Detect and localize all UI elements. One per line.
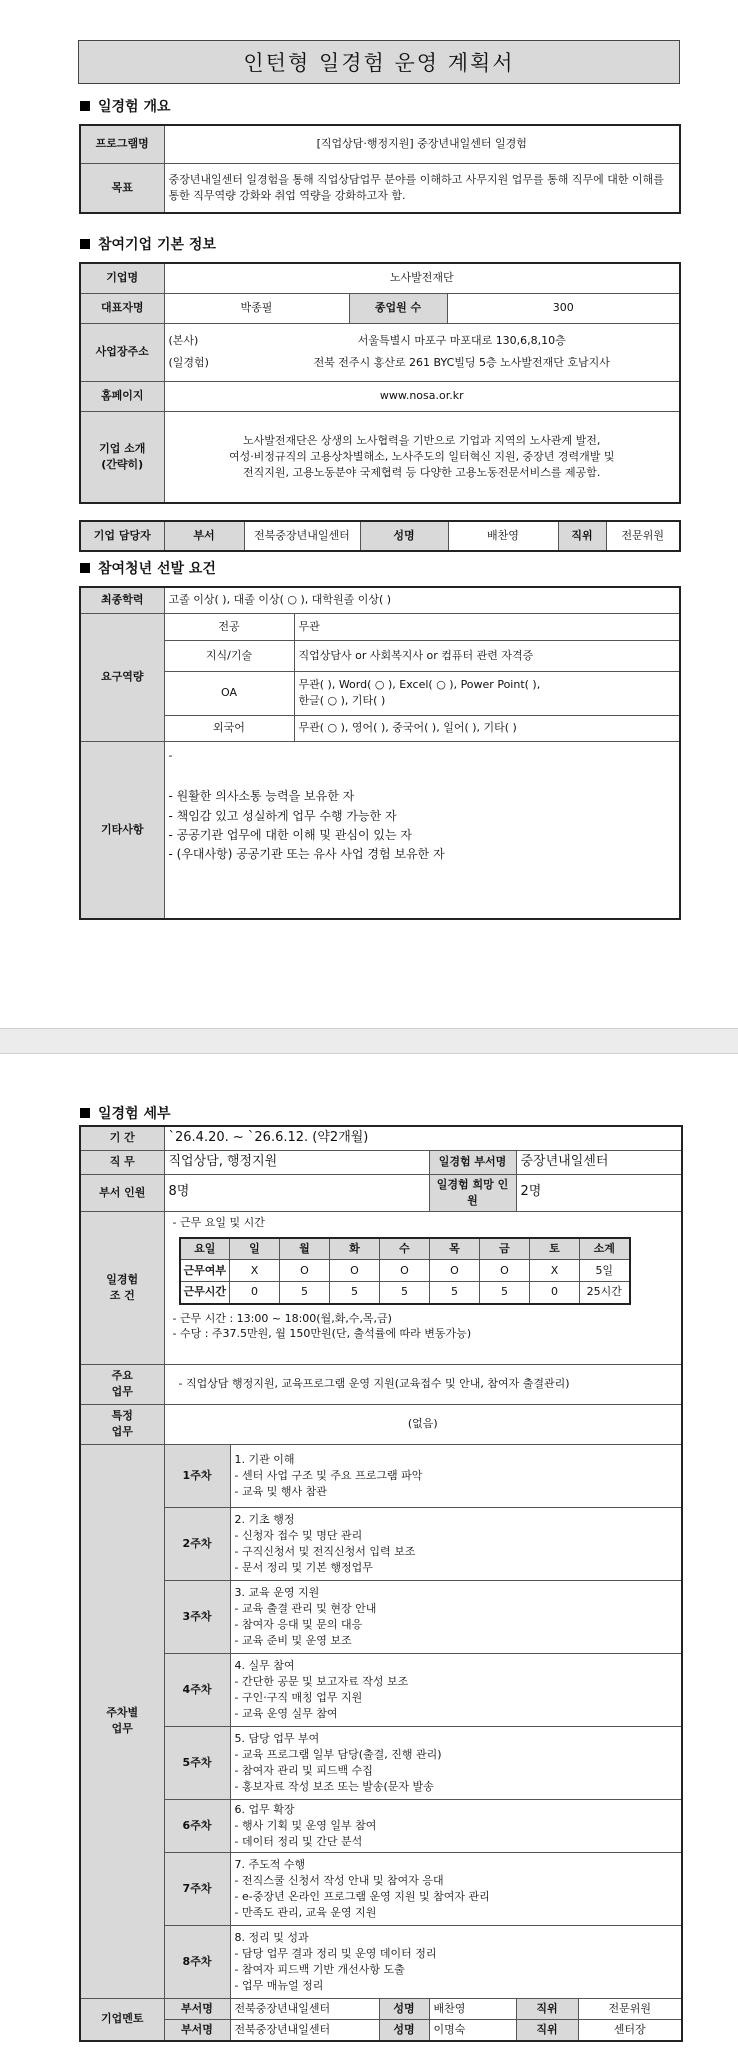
staff-label: 부서 인원 <box>80 1174 164 1211</box>
period-label: 기 간 <box>80 1126 164 1150</box>
week-task-line: - 담당 업무 결과 정리 및 운영 데이터 정리 <box>234 1946 437 1960</box>
manager-table <box>79 520 681 552</box>
week-tasks <box>230 1653 682 1726</box>
week-tasks <box>230 1507 682 1580</box>
intro-line: 여성·비정규직의 고용상차별해소, 노사주도의 일터혁신 지원, 중장년 경력개발 및 <box>228 449 615 463</box>
schedule-header: 화 <box>330 1238 380 1260</box>
schedule-cell: O <box>430 1260 480 1282</box>
language-label: 외국어 <box>164 715 294 741</box>
schedule-header: 수 <box>380 1238 430 1260</box>
week-label: 3주차 <box>164 1580 230 1653</box>
weekly-label-line: 업무 <box>111 1722 133 1736</box>
schedule-cell: 근무여부 <box>180 1260 230 1282</box>
position-label: 직위 <box>558 521 606 551</box>
skill-label: 지식/기술 <box>164 640 294 671</box>
week-task-line: - 문서 정리 및 기본 행정업무 <box>234 1560 373 1574</box>
schedule-cell: 5 <box>430 1282 480 1304</box>
week-task-line: - 데이터 정리 및 간단 분석 <box>234 1834 363 1848</box>
dept-value: 전북중장년내일센터 <box>244 521 360 551</box>
oa-label: OA <box>164 671 294 715</box>
week-task-line: - 교육 운영 실무 참여 <box>234 1706 338 1720</box>
condition-title: - 근무 요일 및 시간 <box>172 1215 265 1229</box>
week-task-line: 5. 담당 업무 부여 <box>234 1731 320 1745</box>
special-duty-label <box>80 1404 164 1444</box>
dept-label: 부서 <box>164 521 244 551</box>
section-selection-heading <box>80 558 216 578</box>
dept-name-value: 중장년내일센터 <box>516 1150 682 1174</box>
week-task-line: 6. 업무 확장 <box>234 1802 295 1816</box>
intro-line: 전직지원, 고용노동분야 국제협력 등 다양한 고용노동전문서비스를 제공함. <box>243 465 601 479</box>
schedule-header: 토 <box>530 1238 580 1260</box>
intro-label <box>80 411 164 503</box>
schedule-table <box>179 1237 631 1305</box>
section-title: 참여기업 기본 정보 <box>98 237 216 253</box>
manager-name-value: 배찬영 <box>448 521 558 551</box>
overview-table <box>79 124 681 214</box>
company-name-label: 기업명 <box>80 263 164 293</box>
education-value: 고졸 이상( ), 대졸 이상( ○ ), 대학원졸 이상( ) <box>164 587 680 613</box>
week-task-line: - 구인·구직 매칭 업무 지원 <box>234 1690 363 1704</box>
weekly-label <box>80 1444 164 1998</box>
etc-dash: - <box>168 748 173 762</box>
wanted-value: 2명 <box>516 1174 682 1211</box>
week-task-line: - 구직신청서 및 전직신청서 입력 보조 <box>234 1544 416 1558</box>
mentor-name-label: 성명 <box>379 1998 429 2019</box>
week-task-line: 2. 기초 행정 <box>234 1512 295 1526</box>
week-task-line: - 교육 및 행사 참관 <box>234 1484 327 1498</box>
skill-value: 직업상담사 or 사회복지사 or 컴퓨터 관련 자격증 <box>294 640 680 671</box>
schedule-header: 요일 <box>180 1238 230 1260</box>
schedule-header: 소계 <box>580 1238 630 1260</box>
mentor-position-value: 전문위원 <box>578 1998 682 2019</box>
mentor-name-value: 배찬영 <box>429 1998 516 2019</box>
week-label: 4주차 <box>164 1653 230 1726</box>
week-tasks <box>230 1799 682 1852</box>
mentor-dept-label: 부서명 <box>164 1998 230 2019</box>
schedule-cell: 5일 <box>580 1260 630 1282</box>
condition-label-line: 일경험 <box>106 1272 139 1286</box>
dept-name-label: 일경험 부서명 <box>429 1150 516 1174</box>
condition-label <box>80 1211 164 1364</box>
site-tag: (일경험) <box>168 356 209 369</box>
schedule-cell: 5 <box>280 1282 330 1304</box>
etc-item: - 공공기관 업무에 대한 이해 및 관심이 있는 자 <box>168 827 413 842</box>
etc-item: - (우대사항) 공공기관 또는 유사 사업 경험 보유한 자 <box>168 847 445 861</box>
schedule-cell: 25시간 <box>580 1282 630 1304</box>
employee-count-label: 종업원 수 <box>349 293 447 323</box>
company-name-value: 노사발전재단 <box>164 263 680 293</box>
main-duty-value: - 직업상담 행정지원, 교육프로그램 운영 지원(교육접수 및 안내, 참여자 출결관리) <box>164 1364 682 1404</box>
week-label: 2주차 <box>164 1507 230 1580</box>
week-task-line: - 간단한 공문 및 보고자료 작성 보조 <box>234 1674 409 1688</box>
schedule-cell: O <box>480 1260 530 1282</box>
etc-value <box>164 741 680 919</box>
mentor-position-value: 센터장 <box>578 2019 682 2040</box>
week-tasks <box>230 1580 682 1653</box>
schedule-cell: O <box>330 1260 380 1282</box>
week-task-line: - 업무 매뉴얼 정리 <box>234 1978 324 1992</box>
mentor-dept-value: 전북중장년내일센터 <box>230 1998 379 2019</box>
intro-value <box>164 411 680 503</box>
week-task-line: 1. 기관 이해 <box>234 1452 295 1466</box>
week-tasks <box>230 1925 682 1998</box>
page-break <box>0 1028 738 1054</box>
mentor-label: 기업멘토 <box>80 1998 164 2040</box>
schedule-cell: O <box>280 1260 330 1282</box>
main-duty-label-line: 업무 <box>111 1385 133 1399</box>
schedule-cell: O <box>380 1260 430 1282</box>
address-value <box>164 323 680 381</box>
language-value: 무관( ○ ), 영어( ), 중국어( ), 일어( ), 기타( ) <box>294 715 680 741</box>
schedule-cell: 5 <box>380 1282 430 1304</box>
schedule-header: 목 <box>430 1238 480 1260</box>
education-label: 최종학력 <box>80 587 164 613</box>
week-task-line: - e-중장년 온라인 프로그램 운영 지원 및 참여자 관리 <box>234 1889 490 1903</box>
ceo-label: 대표자명 <box>80 293 164 323</box>
position-value: 전문위원 <box>606 521 680 551</box>
oa-line: 한글( ○ ), 기타( ) <box>298 694 386 707</box>
week-task-line: - 센터 사업 구조 및 주요 프로그램 파악 <box>234 1468 423 1482</box>
manager-name-label: 성명 <box>360 521 448 551</box>
hq-tag: (본사) <box>168 334 199 348</box>
week-task-line: - 행사 기획 및 운영 일부 참여 <box>234 1818 377 1832</box>
company-table <box>79 262 681 504</box>
period-value: `26.4.20. ~ `26.6.12. (약2개월) <box>164 1126 682 1150</box>
week-task-line: - 교육 출결 관리 및 현장 안내 <box>234 1601 377 1615</box>
program-value: [직업상담·행정지원] 중장년내일센터 일경험 <box>164 125 680 163</box>
detail-table <box>79 1125 683 2042</box>
week-task-line: 8. 정리 및 성과 <box>234 1930 309 1944</box>
schedule-header: 월 <box>280 1238 330 1260</box>
square-bullet-icon <box>80 101 90 111</box>
week-tasks <box>230 1852 682 1925</box>
schedule-cell: 5 <box>330 1282 380 1304</box>
week-tasks <box>230 1726 682 1799</box>
mentor-dept-value: 전북중장년내일센터 <box>230 2019 379 2040</box>
oa-line: 무관( ), Word( ○ ), Excel( ○ ), Power Point( ), <box>298 678 541 692</box>
week-task-line: - 신청자 접수 및 명단 관리 <box>234 1528 363 1542</box>
site-address: 전북 전주시 홍산로 261 BYC빌딩 5층 노사발전재단 호남지사 <box>313 356 610 369</box>
week-tasks <box>230 1444 682 1507</box>
homepage-value: www.nosa.or.kr <box>164 381 680 411</box>
duty-label: 직 무 <box>80 1150 164 1174</box>
address-label: 사업장주소 <box>80 323 164 381</box>
employee-count-value: 300 <box>447 293 680 323</box>
duty-value: 직업상담, 행정지원 <box>164 1150 429 1174</box>
major-label: 전공 <box>164 613 294 640</box>
week-task-line: - 참여자 응대 및 문의 대응 <box>234 1617 363 1631</box>
week-label: 6주차 <box>164 1799 230 1852</box>
special-duty-label-line: 특정 <box>111 1409 133 1423</box>
goal-value: 중장년내일센터 일경험을 통해 직업상담업무 분야를 이해하고 사무지원 업무를 통해 직무에 대한 이해를 통한 직무역량 강화와 취업 역량을 강화하고자 함. <box>164 163 680 213</box>
week-task-line: - 전직스쿨 신청서 작성 안내 및 참여자 응대 <box>234 1873 444 1887</box>
section-company-heading <box>80 234 216 254</box>
week-task-line: - 참여자 피드백 기반 개선사항 도출 <box>234 1962 405 1976</box>
week-task-line: - 만족도 관리, 교육 운영 지원 <box>234 1905 377 1919</box>
week-task-line: - 교육 프로그램 일부 담당(출결, 진행 관리) <box>234 1747 442 1761</box>
hq-address: 서울특별시 마포구 마포대로 130,6,8,10층 <box>357 334 566 348</box>
major-value: 무관 <box>294 613 680 640</box>
week-task-line: 3. 교육 운영 지원 <box>234 1585 320 1599</box>
week-label: 7주차 <box>164 1852 230 1925</box>
document-title: 인턴형 일경험 운영 계획서 <box>78 40 680 84</box>
mentor-name-label: 성명 <box>379 2019 429 2040</box>
week-label: 5주차 <box>164 1726 230 1799</box>
square-bullet-icon <box>80 239 90 249</box>
section-title: 일경험 세부 <box>98 1106 171 1122</box>
section-overview-heading <box>80 96 171 116</box>
main-duty-label-line: 주요 <box>111 1369 133 1383</box>
required-skills-label: 요구역량 <box>80 613 164 741</box>
goal-label: 목표 <box>80 163 164 213</box>
ceo-value: 박종필 <box>164 293 349 323</box>
intro-label-line: 기업 소개 <box>99 441 146 455</box>
page-1 <box>0 0 738 1028</box>
weekly-label-line: 주차별 <box>106 1706 139 1720</box>
main-duty-label <box>80 1364 164 1404</box>
week-label: 8주차 <box>164 1925 230 1998</box>
intro-label-line: (간략히) <box>101 457 144 471</box>
schedule-cell: X <box>530 1260 580 1282</box>
wanted-label: 일경험 희망 인원 <box>429 1174 516 1211</box>
schedule-cell: 5 <box>480 1282 530 1304</box>
homepage-label: 홈페이지 <box>80 381 164 411</box>
special-duty-label-line: 업무 <box>111 1425 133 1439</box>
section-detail-heading <box>80 1103 171 1123</box>
program-label: 프로그램명 <box>80 125 164 163</box>
mentor-name-value: 이명숙 <box>429 2019 516 2040</box>
schedule-cell: 0 <box>530 1282 580 1304</box>
special-duty-value: (없음) <box>164 1404 682 1444</box>
schedule-cell: 0 <box>230 1282 280 1304</box>
condition-time: - 근무 시간 : 13:00 ~ 18:00(월,화,수,목,금) <box>172 1311 392 1325</box>
week-task-line: 4. 실무 참여 <box>234 1658 295 1672</box>
page-2 <box>0 1055 738 2065</box>
schedule-header: 금 <box>480 1238 530 1260</box>
condition-pay: - 수당 : 주37.5만원, 월 150만원(단, 출석률에 따라 변동가능) <box>172 1327 472 1341</box>
condition-label-line: 조 건 <box>109 1288 135 1302</box>
square-bullet-icon <box>80 563 90 573</box>
schedule-header: 일 <box>230 1238 280 1260</box>
mentor-dept-label: 부서명 <box>164 2019 230 2040</box>
etc-item: - 책임감 있고 성실하게 업무 수행 가능한 자 <box>168 808 397 823</box>
staff-value: 8명 <box>164 1174 429 1211</box>
selection-table <box>79 586 681 920</box>
manager-label: 기업 담당자 <box>80 521 164 551</box>
week-task-line: - 교육 준비 및 운영 보조 <box>234 1633 352 1647</box>
oa-value <box>294 671 680 715</box>
section-title: 일경험 개요 <box>98 99 171 115</box>
week-label: 1주차 <box>164 1444 230 1507</box>
square-bullet-icon <box>80 1108 90 1118</box>
mentor-position-label: 직위 <box>516 2019 578 2040</box>
week-task-line: - 홍보자료 작성 보조 또는 발송(문자 발송 <box>234 1779 434 1793</box>
section-title: 참여청년 선발 요건 <box>98 561 216 577</box>
etc-item: - 원활한 의사소통 능력을 보유한 자 <box>168 789 355 804</box>
schedule-cell: X <box>230 1260 280 1282</box>
schedule-cell: 근무시간 <box>180 1282 230 1304</box>
intro-line: 노사발전재단은 상생의 노사협력을 기반으로 기업과 지역의 노사관계 발전, <box>243 433 601 447</box>
condition-value <box>164 1211 682 1364</box>
week-task-line: - 참여자 관리 및 피드백 수집 <box>234 1763 373 1777</box>
etc-label: 기타사항 <box>80 741 164 919</box>
mentor-position-label: 직위 <box>516 1998 578 2019</box>
week-task-line: 7. 주도적 수행 <box>234 1857 306 1871</box>
